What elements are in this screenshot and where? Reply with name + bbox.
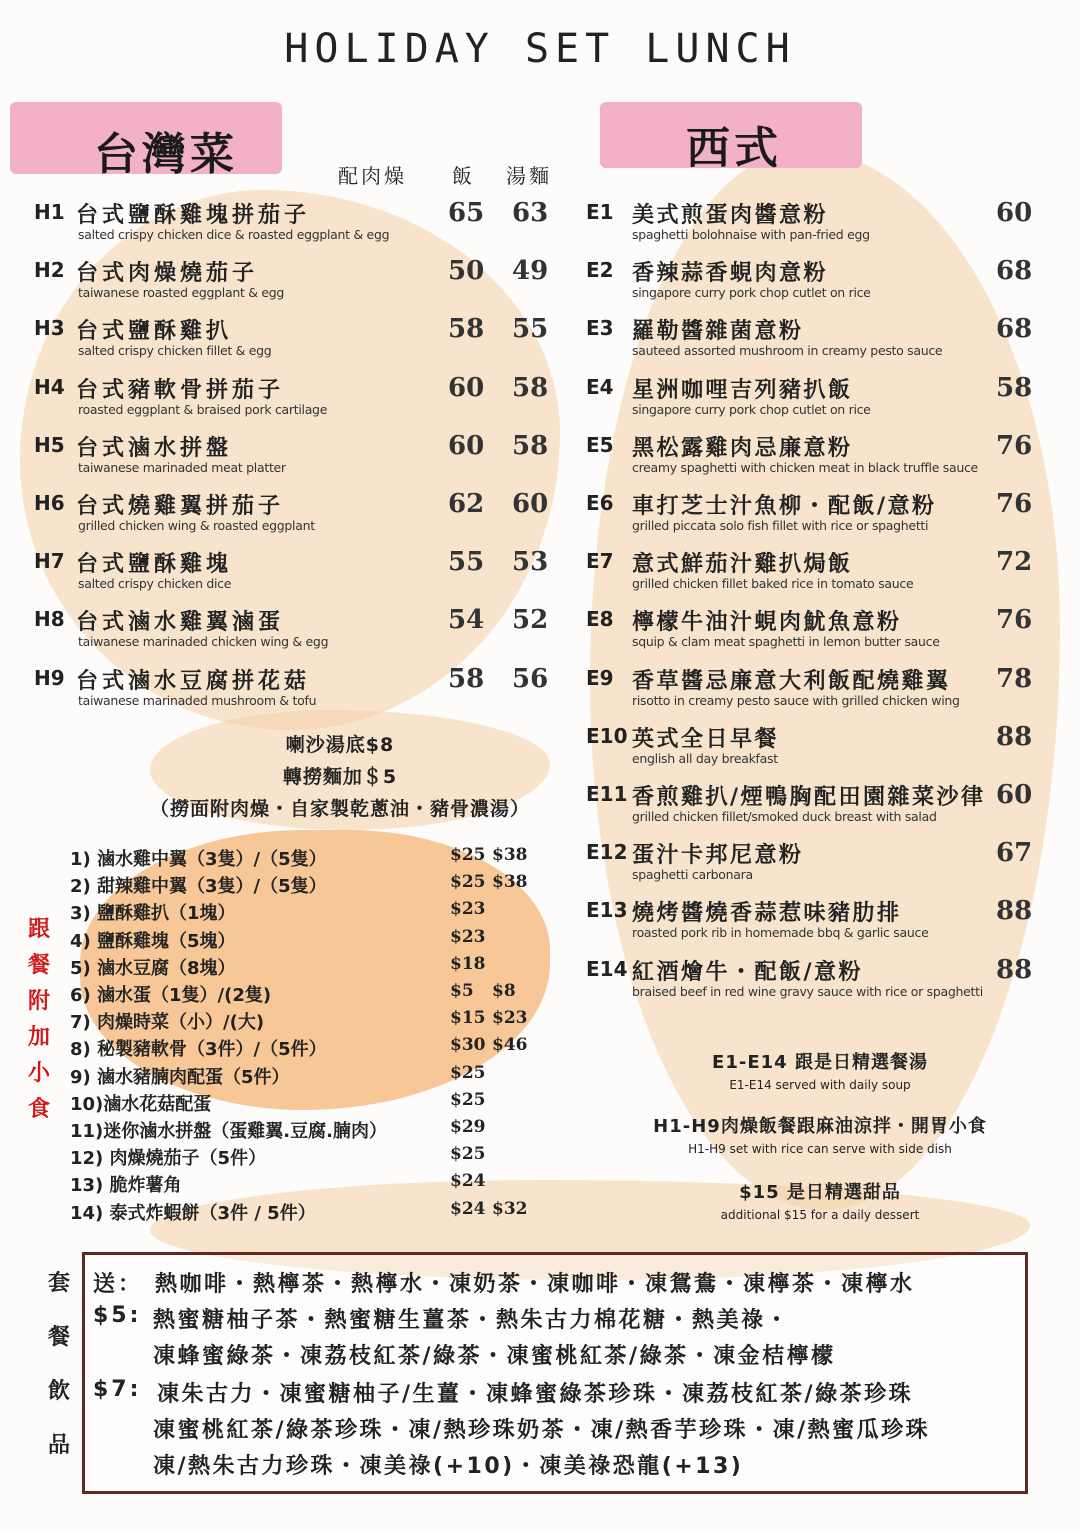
item-code: E7 [586, 549, 614, 574]
rice-price: 50 [448, 256, 485, 287]
menu-item-e10 [586, 722, 1036, 780]
item-description: taiwanese marinaded meat platter [78, 459, 286, 475]
rice-price: 60 [448, 372, 485, 403]
item-price: 68 [996, 314, 1033, 345]
rice-price: 58 [448, 314, 485, 345]
snack-name: 10)滷水花菇配蛋 [70, 1093, 212, 1115]
snack-name: 9) 滷水豬腩肉配蛋（5件） [70, 1066, 290, 1088]
free-drinks: 熱咖啡・熱檸茶・熱檸水・凍奶茶・凍咖啡・凍鴛鴦・凍檸茶・凍檸水 [155, 1272, 915, 1297]
noodle-price: 49 [512, 256, 549, 287]
item-description: singapore curry pork chop cutlet on rice [632, 285, 871, 301]
note-dessert-en: additional $15 for a daily dessert [720, 1208, 920, 1222]
drinks-label-char: 品 [47, 1433, 70, 1458]
item-code: E1 [586, 200, 614, 224]
item-description: salted crispy chicken dice & roasted eggplant & egg [78, 227, 390, 242]
item-price: 60 [996, 780, 1033, 810]
item-name: 美式煎蛋肉醬意粉 [632, 203, 829, 228]
item-description: risotto in creamy pesto sauce with grilled chicken wing [632, 692, 960, 708]
taiwan-heading: 台灣菜 [94, 129, 238, 180]
snack-item [70, 1144, 540, 1171]
menu-item-h1 [34, 198, 564, 256]
item-description: salted crispy chicken dice [78, 576, 232, 592]
item-description: grilled chicken wing & roasted eggplant [78, 518, 315, 533]
snack-item [70, 1171, 540, 1198]
noodle-price: 60 [512, 489, 549, 519]
snack-name: 8) 秘製豬軟骨（3件）/（5件） [70, 1039, 327, 1061]
item-name: 意式鮮茄汁雞扒焗飯 [632, 552, 853, 578]
snack-item [70, 1008, 540, 1035]
item-code: E5 [586, 432, 614, 457]
note-soup [600, 1048, 1040, 1092]
menu-item-h2 [34, 256, 564, 314]
noodle-price: 63 [512, 198, 549, 228]
five-drinks-line-2: 凍蜂蜜綠茶・凍荔枝紅茶/綠茶・凍蜜桃紅茶/綠茶・凍金桔檸檬 [153, 1344, 836, 1369]
item-price: 78 [996, 663, 1033, 694]
item-name: 紅酒燴牛・配飯/意粉 [632, 959, 864, 985]
note-soup-zh: E1-E14 跟是日精選餐湯 [712, 1052, 928, 1073]
snack-price: $15 [450, 1008, 486, 1029]
item-code: E12 [586, 840, 628, 865]
item-code: E9 [586, 665, 614, 690]
drinks-label-char: 餐 [47, 1325, 70, 1350]
menu-item-e8 [586, 605, 1036, 663]
page-title: HOLIDAY SET LUNCH [284, 26, 796, 72]
menu-item-h8 [34, 605, 564, 663]
drinks-box [82, 1252, 1028, 1494]
item-name: 車打芝士汁魚柳・配飯/意粉 [632, 494, 937, 519]
snack-price-large: $38 [492, 872, 528, 893]
item-price: 72 [996, 547, 1033, 578]
item-price: 68 [996, 256, 1033, 287]
item-name: 燒烤醬燒香蒜惹味豬肋排 [632, 901, 902, 927]
snack-price-large: $23 [492, 1008, 528, 1029]
item-price: 76 [996, 430, 1033, 461]
item-name: 台式鹽酥雞塊拼茄子 [76, 203, 311, 228]
western-heading: 西式 [686, 123, 782, 174]
snack-price: $18 [450, 953, 486, 974]
item-code: E13 [586, 898, 628, 923]
snacks-label-char: 附 [27, 989, 50, 1014]
item-code: E6 [586, 491, 614, 515]
item-name: 台式肉燥燒茄子 [76, 261, 259, 287]
item-description: braised beef in red wine gravy sauce with rice or spaghetti [632, 983, 983, 999]
snacks-label-char: 食 [27, 1097, 50, 1122]
item-name: 台式鹽酥雞塊 [76, 552, 233, 578]
col-noodle-header: 湯麵 [506, 164, 552, 188]
item-price: 67 [996, 838, 1033, 869]
item-description: spaghetti carbonara [632, 867, 753, 883]
snack-price: $24 [450, 1198, 486, 1219]
note-dessert-zh: $15 是日精選甜品 [739, 1182, 901, 1203]
item-description: grilled chicken fillet/smoked duck breast with salad [632, 809, 937, 824]
item-code: E2 [586, 258, 614, 283]
item-name: 星洲咖哩吉列豬扒飯 [632, 377, 853, 403]
item-name: 台式滷水豆腐拼花菇 [76, 668, 311, 694]
item-price: 88 [996, 896, 1033, 927]
seven-drinks-line-2: 凍蜜桃紅茶/綠茶珍珠・凍/熱珍珠奶茶・凍/熱香芋珍珠・凍/熱蜜瓜珍珠 [153, 1418, 931, 1443]
menu-item-e1 [586, 198, 1036, 256]
five-drinks-line-1: 熱蜜糖柚子茶・熱蜜糖生薑茶・熱朱古力棉花糖・熱美祿・ [153, 1308, 791, 1333]
rice-price: 62 [448, 489, 485, 519]
menu-item-h6 [34, 489, 564, 547]
item-description: squip & clam meat spaghetti in lemon butter sauce [632, 634, 940, 650]
rice-price: 55 [448, 547, 485, 578]
note-side-dish-en: H1-H9 set with rice can serve with side dish [688, 1142, 952, 1156]
snack-price: $23 [450, 899, 486, 920]
item-name: 香辣蒜香蜆肉意粉 [632, 261, 829, 287]
item-price: 88 [996, 954, 1033, 985]
rice-price: 54 [448, 605, 485, 636]
item-code: H2 [34, 258, 65, 283]
menu-item-e3 [586, 314, 1036, 372]
item-description: roasted eggplant & braised pork cartilage [78, 401, 328, 417]
snack-item [70, 872, 540, 899]
item-price: 76 [996, 489, 1033, 519]
menu-item-e4 [586, 373, 1036, 431]
snack-name: 12) 肉燥燒茄子（5件） [70, 1148, 267, 1170]
snacks-label-char: 跟 [27, 917, 50, 942]
item-description: creamy spaghetti with chicken meat in black truffle sauce [632, 459, 978, 475]
lo-mein-note: （撈面附肉燥・自家製乾蔥油・豬骨濃湯） [149, 798, 530, 820]
item-name: 羅勒醬雜菌意粉 [632, 319, 804, 345]
item-code: H7 [34, 549, 65, 574]
rice-price: 65 [448, 198, 485, 228]
snack-item [70, 1090, 540, 1117]
snack-price: $25 [450, 1089, 486, 1110]
item-description: singapore curry pork chop cutlet on rice [632, 401, 871, 417]
menu-item-e2 [586, 256, 1036, 314]
snack-item [70, 1035, 540, 1062]
col-meat-header: 配肉燥 [338, 164, 407, 188]
item-name: 台式滷水雞翼滷蛋 [76, 610, 285, 636]
item-code: H9 [34, 665, 65, 690]
menu-item-h9 [34, 664, 564, 722]
snack-price: $30 [450, 1035, 486, 1056]
item-code: E3 [586, 316, 614, 341]
snack-price: $25 [450, 845, 486, 865]
snack-item [70, 1199, 540, 1226]
snack-price: $24 [450, 1171, 486, 1192]
snack-price: $25 [450, 872, 486, 893]
snack-price-large: $32 [492, 1198, 528, 1219]
item-name: 蛋汁卡邦尼意粉 [632, 843, 804, 869]
item-name: 香煎雞扒/煙鴨胸配田園雜菜沙律 [632, 785, 986, 810]
noodle-price: 53 [512, 547, 549, 578]
free-drinks-label: 送： [93, 1272, 144, 1297]
menu-item-e12 [586, 838, 1036, 896]
item-code: H4 [34, 374, 65, 399]
noodle-price: 56 [512, 663, 549, 694]
snack-price: $5 [450, 981, 474, 1001]
drinks-label-char: 飲 [47, 1379, 70, 1404]
item-code: H6 [34, 491, 65, 515]
snack-item [70, 899, 540, 926]
seven-drinks-line-3: 凍/熱朱古力珍珠・凍美祿(+10)・凍美祿恐龍(+13) [153, 1454, 744, 1479]
item-name: 香草醬忌廉意大利飯配燒雞翼 [632, 668, 951, 694]
menu-item-e13 [586, 896, 1036, 954]
note-dessert [600, 1178, 1040, 1222]
item-description: salted crispy chicken fillet & egg [78, 343, 272, 359]
snacks-label-char: 加 [27, 1025, 50, 1050]
snack-item [70, 981, 540, 1008]
item-name: 檸檬牛油汁蜆肉魷魚意粉 [632, 610, 902, 636]
noodle-price: 58 [512, 430, 549, 461]
menu-item-h3 [34, 314, 564, 372]
snack-item [70, 954, 540, 981]
item-description: sauteed assorted mushroom in creamy pesto sauce [632, 343, 943, 359]
snack-price-large: $46 [492, 1035, 528, 1056]
snacks-label [24, 912, 54, 1128]
snack-item [70, 845, 540, 872]
snack-item [70, 1117, 540, 1144]
snack-price: $23 [450, 926, 486, 947]
seven-drinks-line-1: 凍朱古力・凍蜜糖柚子/生薑・凍蜂蜜綠茶珍珠・凍荔枝紅茶/綠茶珍珠 [157, 1382, 914, 1407]
snack-name: 7) 肉燥時菜（小）/(大) [70, 1012, 265, 1034]
snack-name: 6) 滷水蛋（1隻）/(2隻) [70, 985, 272, 1006]
item-description: english all day breakfast [632, 750, 778, 766]
item-name: 台式滷水拼盤 [76, 435, 233, 461]
rice-price: 58 [448, 663, 485, 694]
item-description: grilled piccata solo fish fillet with rice or spaghetti [632, 518, 929, 533]
rice-price: 60 [448, 430, 485, 461]
snack-name: 2) 甜辣雞中翼（3隻）/（5隻） [70, 876, 327, 898]
laksa-extra: 喇沙湯底$8 [285, 734, 395, 756]
item-code: H5 [34, 432, 65, 457]
drinks-label-char: 套 [47, 1271, 70, 1296]
item-description: taiwanese marinaded chicken wing & egg [78, 634, 329, 650]
note-side-dish-zh: H1-H9肉燥飯餐跟麻油涼拌・開胃小食 [653, 1116, 987, 1137]
item-price: 58 [996, 372, 1033, 403]
menu-item-h4 [34, 373, 564, 431]
noodle-price: 55 [512, 314, 549, 345]
snack-name: 14) 泰式炸蝦餅（3件 / 5件） [70, 1202, 316, 1224]
item-code: H1 [34, 200, 65, 224]
note-side-dish [600, 1112, 1040, 1156]
snack-name: 1) 滷水雞中翼（3隻）/（5隻） [70, 849, 327, 870]
item-description: grilled chicken fillet baked rice in tomato sauce [632, 576, 914, 592]
five-drinks-label: $5: [93, 1303, 142, 1328]
menu-item-e5 [586, 431, 1036, 489]
menu-item-e7 [586, 547, 1036, 605]
snack-price-large: $38 [492, 845, 528, 865]
item-price: 60 [996, 198, 1033, 228]
item-description: spaghetti bolohnaise with pan-fried egg [632, 227, 870, 242]
snack-name: 13) 脆炸薯角 [70, 1175, 182, 1197]
note-soup-en: E1-E14 served with daily soup [729, 1078, 911, 1092]
item-code: E14 [586, 956, 628, 981]
snack-item [70, 1063, 540, 1090]
item-code: E10 [586, 723, 628, 748]
menu-item-e11 [586, 780, 1036, 838]
menu-item-h7 [34, 547, 564, 605]
item-price: 76 [996, 605, 1033, 636]
item-description: taiwanese roasted eggplant & egg [78, 285, 284, 301]
noodle-price: 52 [512, 605, 549, 636]
item-name: 英式全日早餐 [632, 726, 780, 752]
snacks-label-char: 小 [27, 1061, 50, 1086]
item-code: H3 [34, 316, 65, 341]
lo-mein-extra: 轉撈麵加＄5 [282, 766, 398, 788]
item-description: roasted pork rib in homemade bbq & garlic sauce [632, 925, 929, 941]
snack-name: 5) 滷水豆腐（8塊） [70, 957, 236, 979]
item-code: E8 [586, 607, 614, 632]
seven-drinks-label: $7: [93, 1377, 142, 1402]
col-rice-header: 飯 [452, 164, 475, 188]
item-code: E4 [586, 374, 614, 399]
snack-price: $29 [450, 1117, 486, 1137]
snack-name: 4) 鹽酥雞塊（5塊） [70, 930, 236, 952]
item-name: 台式豬軟骨拼茄子 [76, 377, 285, 403]
item-price: 88 [996, 721, 1033, 752]
menu-item-h5 [34, 431, 564, 489]
noodle-price: 58 [512, 372, 549, 403]
snack-price-large: $8 [492, 981, 516, 1001]
item-name: 台式燒雞翼拼茄子 [76, 494, 285, 519]
item-description: taiwanese marinaded mushroom & tofu [78, 692, 317, 708]
menu-item-e14 [586, 955, 1036, 1013]
snack-name: 11)迷你滷水拼盤（蛋雞翼.豆腐.腩肉） [70, 1121, 387, 1142]
item-code: E11 [586, 782, 628, 806]
item-code: H8 [34, 607, 65, 632]
item-name: 黑松露雞肉忌廉意粉 [632, 435, 853, 461]
snack-item [70, 927, 540, 954]
snacks-label-char: 餐 [27, 953, 50, 978]
item-name: 台式鹽酥雞扒 [76, 319, 233, 345]
snack-price: $25 [450, 1062, 486, 1083]
snack-name: 3) 鹽酥雞扒（1塊） [70, 903, 236, 925]
snack-price: $25 [450, 1144, 486, 1165]
menu-item-e9 [586, 664, 1036, 722]
menu-item-e6 [586, 489, 1036, 547]
